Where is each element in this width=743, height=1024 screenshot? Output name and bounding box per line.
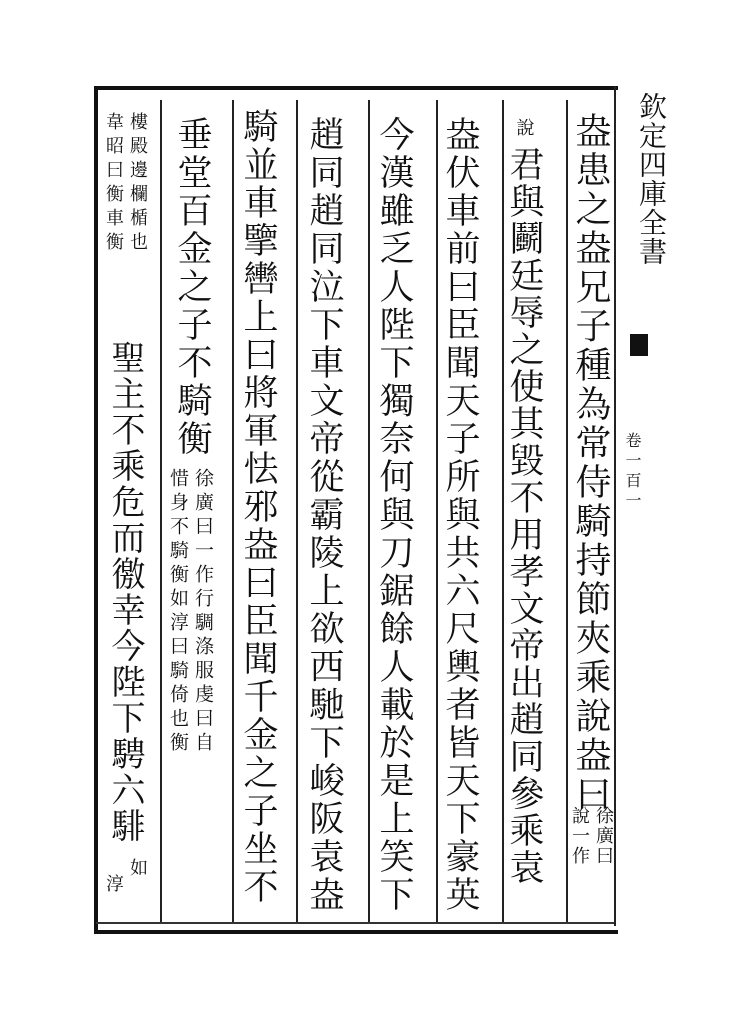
book-title: 欽定四庫全書 xyxy=(635,92,668,266)
margin-volume xyxy=(624,432,640,512)
annotation-line: 惜身不騎衡如淳曰騎倚也衡 xyxy=(167,468,189,756)
text-column xyxy=(440,116,480,914)
text-column xyxy=(172,116,212,458)
frame-bottom-rule xyxy=(96,922,616,924)
column-rule xyxy=(436,100,438,922)
text-column xyxy=(570,112,611,814)
main-text: 趙同趙同泣下車文帝從霸陵上欲西馳下峻阪袁盎 xyxy=(304,116,344,914)
main-text: 騎並車擥轡上曰將軍怯邪盎曰臣聞千金之子坐不 xyxy=(238,108,278,906)
margin-title xyxy=(635,92,668,266)
main-text: 盎患之盎兄子種為常侍騎持節夾乘說盎曰 xyxy=(570,112,611,814)
text-column xyxy=(105,340,145,844)
margin-rule xyxy=(614,86,616,926)
annotation-line: 淳 xyxy=(103,874,124,894)
column-rule xyxy=(296,100,298,922)
annotation-line: 說 xyxy=(513,118,535,138)
volume-number: 卷一百一 xyxy=(623,432,642,512)
annotation xyxy=(168,468,212,756)
main-text: 聖主不乘危而徼幸今陛下騁六騑 xyxy=(105,340,145,844)
annotation xyxy=(104,858,146,894)
annotation xyxy=(104,112,146,256)
annotation-line: 如 xyxy=(127,858,148,878)
annotation-line: 徐廣曰一作行騆涤服虔曰自 xyxy=(192,468,214,756)
annotation xyxy=(570,806,612,866)
main-text: 君與鬬廷辱之使其毀不用孝文帝出趙同參乘袁 xyxy=(504,146,544,886)
annotation-line: 韋昭曰衡車衡 xyxy=(103,112,124,256)
annotation-line: 說一作 xyxy=(569,806,590,866)
main-text: 盎伏車前曰臣聞天子所與共六尺輿者皆天下豪英 xyxy=(440,116,480,914)
annotation-line: 徐廣曰 xyxy=(593,806,614,866)
column-rule xyxy=(368,100,370,922)
annotation-line: 樓殿邊欄楯也 xyxy=(127,112,148,256)
column-rule xyxy=(160,100,162,922)
text-column xyxy=(304,116,344,914)
column-rule xyxy=(232,100,234,922)
text-column xyxy=(238,108,278,906)
column-rule xyxy=(566,100,568,922)
fishtail-mark xyxy=(630,334,648,356)
text-column xyxy=(504,118,544,886)
main-text: 垂堂百金之子不騎衡 xyxy=(172,116,212,458)
main-text: 今漢雖乏人陛下獨奈何與刀鋸餘人載於是上笑下 xyxy=(374,116,414,914)
text-column xyxy=(374,116,414,914)
